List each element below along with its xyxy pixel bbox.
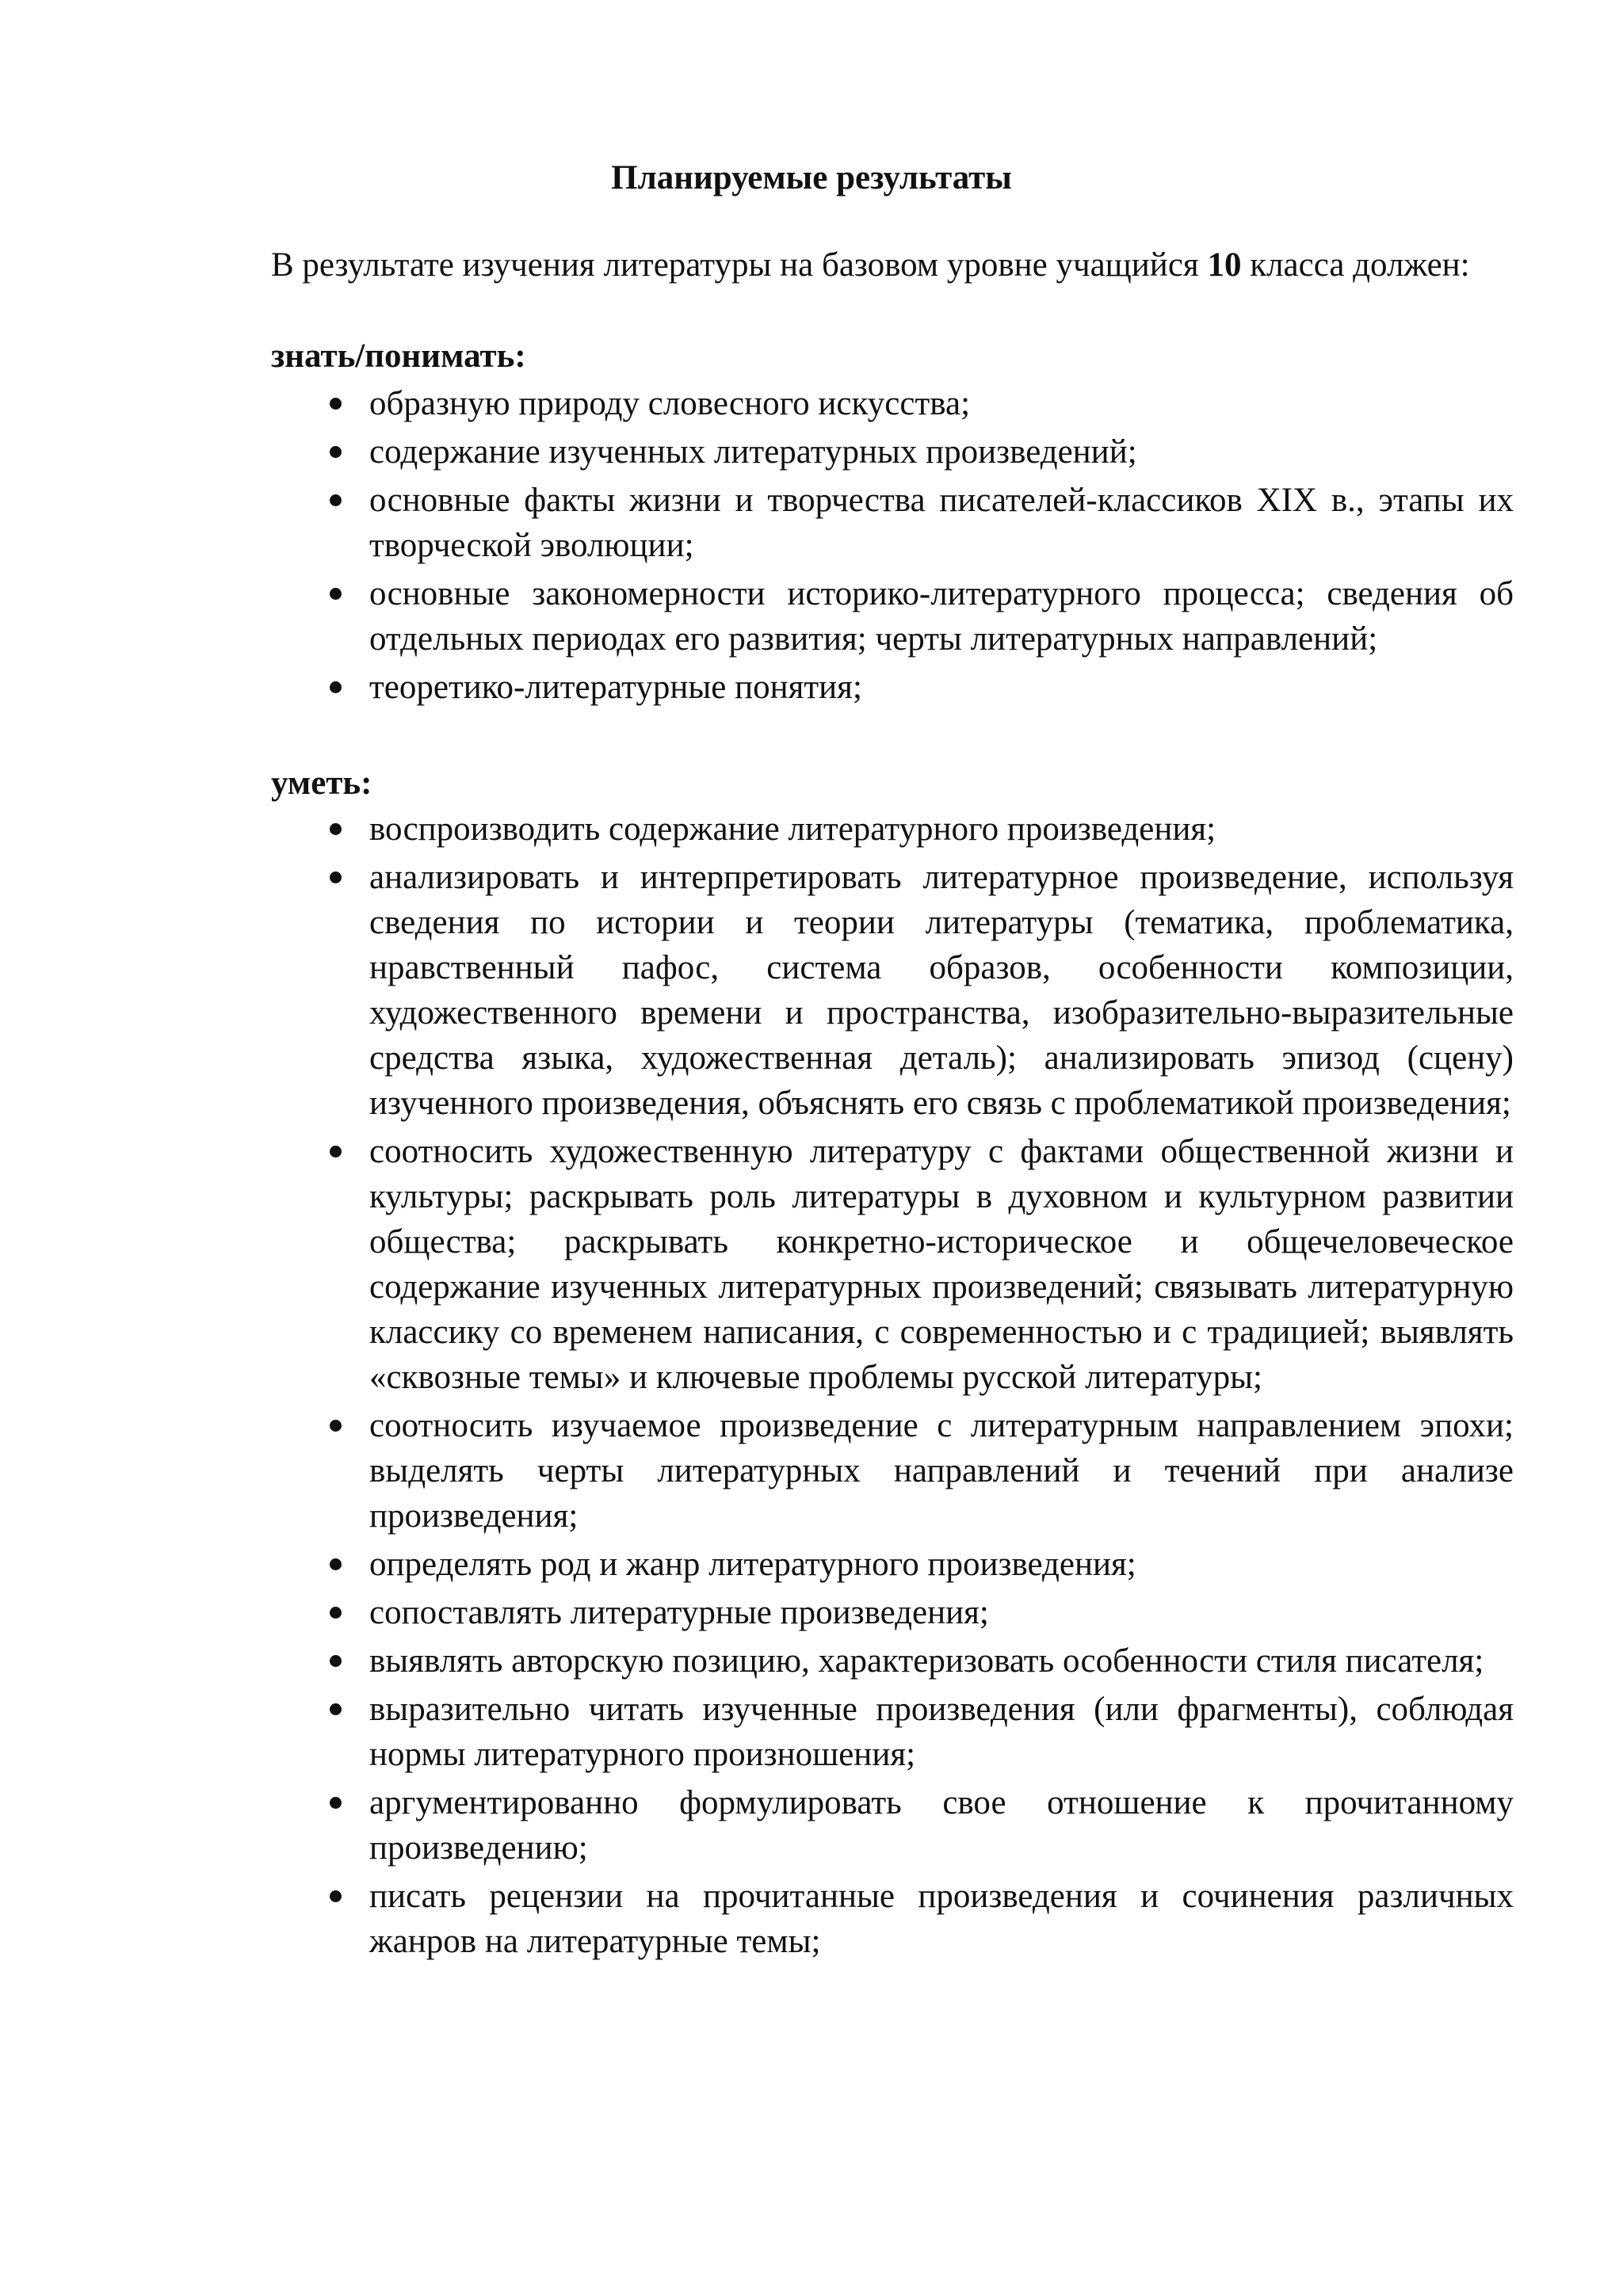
- list-item: [0, 665, 1623, 710]
- bullet-icon: [323, 1129, 347, 1174]
- list-item-text: писать рецензии на прочитанные произведения и сочинения различных жанров на литературные темы;: [369, 1878, 1514, 1960]
- list-item: [0, 1403, 1623, 1539]
- bullet-icon: [323, 1874, 347, 1919]
- bullet-icon: [323, 381, 347, 426]
- list-item: [0, 1542, 1623, 1587]
- know-list: [0, 381, 1623, 710]
- list-item: [0, 807, 1623, 852]
- intro-grade: 10: [1207, 246, 1242, 284]
- bullet-icon: [323, 1590, 347, 1635]
- intro-suffix: класса должен:: [1241, 246, 1470, 284]
- bullet-icon: [323, 1638, 347, 1684]
- list-item-text: теоретико-литературные понятия;: [369, 669, 862, 706]
- bullet-icon: [323, 571, 347, 616]
- list-item: [0, 1129, 1623, 1400]
- bullet-icon: [323, 1687, 347, 1732]
- list-item-text: основные закономерности историко-литературного процесса; сведения об отдельных периодах его развития; черты литературных направлений;: [369, 575, 1514, 658]
- bullet-icon: [323, 478, 347, 523]
- bullet-icon: [323, 855, 347, 900]
- list-item-text: соотносить художественную литературу с фактами общественной жизни и культуры; раскрывать роль литературы в духовном и культурном развитии общества; раскрывать конкретно-историческое и общечеловеческое содержание изученных литературных произведений; связывать литературную классику со временем написания, с современностью и с традицией; выявлять «сквозные темы» и ключевые проблемы русской литературы;: [369, 1133, 1514, 1396]
- list-item: [0, 429, 1623, 475]
- list-item-text: образную природу словесного искусства;: [369, 385, 971, 422]
- page-title: Планируемые результаты: [611, 159, 1012, 196]
- list-item: [0, 1638, 1623, 1684]
- section-label-can: уметь:: [271, 765, 372, 802]
- list-item: [0, 1874, 1623, 1964]
- intro-prefix: В результате изучения литературы на базовом уровне учащийся: [271, 246, 1208, 284]
- list-item: [0, 1780, 1623, 1871]
- list-item-text: содержание изученных литературных произведений;: [369, 433, 1137, 471]
- list-item-text: соотносить изучаемое произведение с литературным направлением эпохи; выделять черты литературных направлений и течений при анализе произведения;: [369, 1407, 1514, 1535]
- list-item: [0, 381, 1623, 426]
- bullet-icon: [323, 1780, 347, 1825]
- bullet-icon: [323, 1403, 347, 1448]
- list-item-text: выразительно читать изученные произведения (или фрагменты), соблюдая нормы литературного произношения;: [369, 1691, 1514, 1773]
- bullet-icon: [323, 665, 347, 710]
- intro-paragraph: [173, 242, 1514, 288]
- bullet-icon: [323, 429, 347, 475]
- list-item: [0, 855, 1623, 1126]
- list-item: [0, 1590, 1623, 1635]
- list-item: [0, 571, 1623, 662]
- bullet-icon: [323, 1542, 347, 1587]
- list-item-text: анализировать и интерпретировать литературное произведение, используя сведения по истории и теории литературы (тематика, проблематика, нравственный пафос, система образов, особенности композиции, художественного времени и пространства, изобразительно-выразительные средства языка, художественная деталь); анализировать эпизод (сцену) изученного произведения, объяснять его связь с проблематикой произведения;: [369, 859, 1514, 1122]
- list-item: [0, 478, 1623, 568]
- bullet-icon: [323, 807, 347, 852]
- can-list: [0, 807, 1623, 1964]
- list-item-text: сопоставлять литературные произведения;: [369, 1594, 989, 1631]
- section-label-know: знать/понимать:: [271, 338, 526, 375]
- list-item-text: основные факты жизни и творчества писателей-классиков XIX в., этапы их творческой эволюции;: [369, 482, 1514, 564]
- list-item: [0, 1687, 1623, 1777]
- list-item-text: аргументированно формулировать свое отношение к прочитанному произведению;: [369, 1784, 1514, 1867]
- list-item-text: выявлять авторскую позицию, характеризовать особенности стиля писателя;: [369, 1642, 1484, 1680]
- list-item-text: воспроизводить содержание литературного произведения;: [369, 810, 1216, 848]
- list-item-text: определять род и жанр литературного произведения;: [369, 1546, 1136, 1583]
